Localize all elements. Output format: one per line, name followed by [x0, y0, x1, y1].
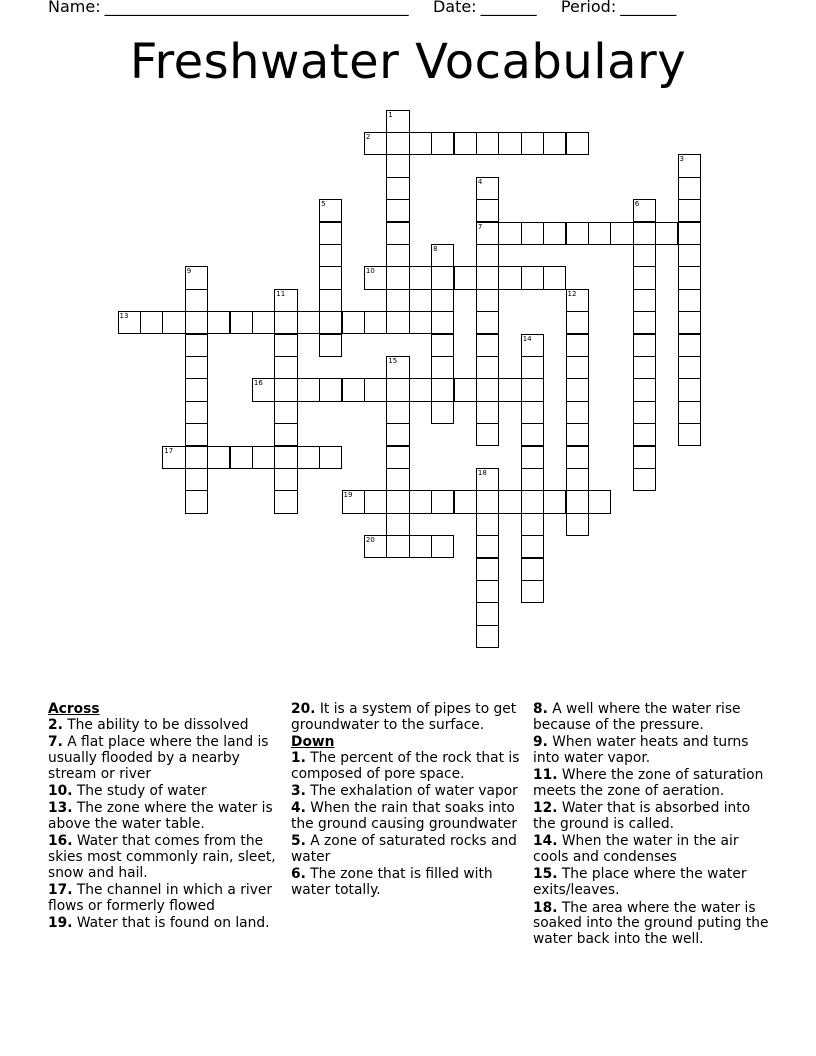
crossword-cell[interactable]: [319, 266, 342, 289]
clue-number: 20: [365, 536, 375, 545]
clue-number-label: 16.: [48, 833, 73, 850]
across-clue: [291, 702, 523, 734]
crossword-cell[interactable]: [386, 244, 409, 267]
crossword-cell[interactable]: [252, 446, 275, 469]
crossword-cell[interactable]: [431, 244, 454, 267]
clue-number: 5: [321, 200, 326, 209]
crossword-cell[interactable]: [274, 378, 297, 401]
clue-number: 11: [276, 289, 286, 298]
crossword-cell[interactable]: [431, 334, 454, 357]
crossword-cell[interactable]: [633, 266, 656, 289]
crossword-cell[interactable]: [274, 311, 297, 334]
down-clue: [291, 751, 523, 783]
crossword-cell[interactable]: [498, 222, 521, 245]
crossword-cell[interactable]: [162, 446, 185, 469]
clue-number-label: 14.: [533, 833, 558, 850]
clue-number: 7: [477, 222, 483, 231]
date-blank[interactable]: _______: [480, 0, 537, 16]
clue-number-label: 20.: [291, 701, 316, 717]
down-clue: [291, 784, 523, 800]
crossword-cell[interactable]: [566, 401, 589, 424]
crossword-cell[interactable]: [678, 222, 701, 245]
crossword-cell[interactable]: [566, 468, 589, 491]
down-heading: Down: [291, 734, 335, 751]
crossword-cell[interactable]: [252, 311, 275, 334]
crossword-cell[interactable]: [476, 513, 499, 536]
crossword-cell[interactable]: [543, 132, 566, 155]
clue-number: 15: [388, 356, 398, 365]
clue-number-label: 1.: [291, 749, 306, 766]
crossword-cell[interactable]: [386, 535, 409, 558]
crossword-cell[interactable]: [566, 513, 589, 536]
clue-number: 17: [164, 446, 174, 455]
crossword-cell[interactable]: [319, 199, 342, 222]
crossword-cell[interactable]: [678, 356, 701, 379]
crossword-cell[interactable]: [521, 378, 544, 401]
crossword-cell[interactable]: [610, 222, 633, 245]
page-title: Freshwater Vocabulary: [129, 34, 687, 90]
crossword-cell[interactable]: [678, 378, 701, 401]
date-label: Date:: [432, 0, 477, 16]
crossword-cell[interactable]: [386, 356, 409, 379]
clue-number-label: 17.: [48, 882, 73, 899]
clue-number: 1: [388, 110, 393, 119]
crossword-cell[interactable]: [454, 266, 477, 289]
crossword-cell[interactable]: [633, 334, 656, 357]
clue-number: 12: [567, 289, 577, 298]
clue-number-label: 11.: [533, 767, 558, 784]
crossword-cell[interactable]: [498, 378, 521, 401]
clue-number-label: 3.: [291, 782, 306, 799]
down-clue: [533, 867, 769, 899]
crossword-cell[interactable]: [431, 356, 454, 379]
clue-text: A zone of saturated rocks and water: [291, 833, 517, 866]
crossword-cell[interactable]: [386, 132, 409, 155]
down-clue: [291, 867, 523, 899]
down-clue: [533, 901, 769, 948]
clue-number-label: 2.: [48, 716, 63, 733]
crossword-cell[interactable]: [364, 378, 387, 401]
crossword-cell[interactable]: [431, 132, 454, 155]
clue-number-label: 15.: [533, 866, 558, 883]
crossword-cell[interactable]: [386, 311, 409, 334]
clue-number: 6: [634, 200, 640, 209]
crossword-cell[interactable]: [185, 490, 208, 513]
period-label: Period:: [560, 0, 617, 16]
crossword-cell[interactable]: [409, 378, 432, 401]
crossword-cell[interactable]: [588, 222, 611, 245]
crossword-cell[interactable]: [476, 266, 499, 289]
crossword-cell[interactable]: [566, 446, 589, 469]
crossword-cell[interactable]: [476, 535, 499, 558]
crossword-cell[interactable]: [566, 334, 589, 357]
clue-text: The zone where the water is above the water table.: [48, 800, 273, 833]
crossword-cell[interactable]: [252, 378, 275, 401]
crossword-cell[interactable]: [207, 446, 230, 469]
clue-text: The channel in which a river flows or formerly flowed: [48, 882, 273, 915]
crossword-cell[interactable]: [409, 132, 432, 155]
crossword-cell[interactable]: [431, 535, 454, 558]
down-clue: [291, 834, 523, 866]
crossword-cell[interactable]: [140, 311, 163, 334]
crossword-cell[interactable]: [162, 311, 185, 334]
crossword-cell[interactable]: [454, 490, 477, 513]
crossword-cell[interactable]: [566, 289, 589, 312]
crossword-cell[interactable]: [274, 446, 297, 469]
crossword-cell[interactable]: [431, 490, 454, 513]
clue-number: 14: [522, 334, 532, 343]
crossword-cell[interactable]: [476, 132, 499, 155]
crossword-cell[interactable]: [207, 311, 230, 334]
clue-text: Where the zone of saturation meets the zone of aeration.: [533, 767, 764, 799]
crossword-cell[interactable]: [364, 132, 387, 155]
clue-number: 19: [343, 491, 353, 500]
crossword-cell[interactable]: [185, 401, 208, 424]
crossword-cell[interactable]: [633, 222, 656, 245]
crossword-cell[interactable]: [521, 356, 544, 379]
down-clue: [533, 702, 769, 734]
crossword-cell[interactable]: [521, 423, 544, 446]
across-clue: [48, 735, 284, 782]
clue-number: 2: [365, 132, 371, 141]
crossword-cell[interactable]: [319, 446, 342, 469]
crossword-cell[interactable]: [521, 468, 544, 491]
crossword-cell[interactable]: [633, 446, 656, 469]
crossword-cell[interactable]: [498, 266, 521, 289]
crossword-cell[interactable]: [521, 513, 544, 536]
crossword-cell[interactable]: [543, 490, 566, 513]
crossword-cell[interactable]: [498, 490, 521, 513]
clue-text: The area where the water is soaked into the ground puting the water back into the well.: [533, 899, 769, 948]
crossword-cell[interactable]: [185, 266, 208, 289]
crossword-cell[interactable]: [476, 222, 499, 245]
crossword-cell[interactable]: [409, 266, 432, 289]
crossword-cell[interactable]: [185, 289, 208, 312]
crossword-cell[interactable]: [297, 378, 320, 401]
clue-number-label: 13.: [48, 800, 73, 817]
crossword-cell[interactable]: [185, 334, 208, 357]
crossword-cell[interactable]: [678, 423, 701, 446]
crossword-cell[interactable]: [633, 423, 656, 446]
crossword-cell[interactable]: [297, 311, 320, 334]
clue-number: 18: [477, 468, 487, 477]
crossword-cell[interactable]: [185, 356, 208, 379]
crossword-cell[interactable]: [633, 199, 656, 222]
down-clue: [291, 801, 523, 833]
crossword-cell[interactable]: [566, 222, 589, 245]
crossword-cell[interactable]: [476, 602, 499, 625]
crossword-cell[interactable]: [386, 222, 409, 245]
across-clue: [48, 834, 284, 881]
crossword-cell[interactable]: [431, 378, 454, 401]
crossword-cell[interactable]: [521, 580, 544, 603]
crossword-cell[interactable]: [364, 535, 387, 558]
crossword-cell[interactable]: [185, 468, 208, 491]
period-blank[interactable]: _______: [620, 0, 677, 16]
crossword-cell[interactable]: [409, 490, 432, 513]
crossword-cell[interactable]: [678, 401, 701, 424]
crossword-cell[interactable]: [476, 580, 499, 603]
clue-number-label: 10.: [48, 782, 73, 799]
crossword-cell[interactable]: [274, 289, 297, 312]
crossword-cell[interactable]: [386, 154, 409, 177]
crossword-cell[interactable]: [476, 423, 499, 446]
clue-number-label: 7.: [48, 734, 63, 751]
crossword-cell[interactable]: [409, 311, 432, 334]
clue-number: 13: [119, 312, 129, 321]
crossword-cell[interactable]: [566, 423, 589, 446]
crossword-cell[interactable]: [521, 222, 544, 245]
crossword-cell[interactable]: [543, 222, 566, 245]
crossword-cell[interactable]: [185, 446, 208, 469]
crossword-cell[interactable]: [476, 311, 499, 334]
clue-text: The ability to be dissolved: [62, 716, 249, 733]
clue-number: 10: [365, 267, 375, 276]
clue-number-label: 19.: [48, 915, 73, 932]
crossword-cell[interactable]: [476, 177, 499, 200]
crossword-cell[interactable]: [678, 154, 701, 177]
crossword-cell[interactable]: [633, 289, 656, 312]
crossword-cell[interactable]: [319, 378, 342, 401]
crossword-cell[interactable]: [274, 423, 297, 446]
name-blank[interactable]: ______________________________________: [104, 0, 409, 16]
crossword-cell[interactable]: [454, 378, 477, 401]
crossword-cell[interactable]: [521, 266, 544, 289]
crossword-cell[interactable]: [409, 535, 432, 558]
crossword-cell[interactable]: [274, 334, 297, 357]
crossword-cell[interactable]: [498, 132, 521, 155]
crossword-cell[interactable]: [431, 266, 454, 289]
crossword-cell[interactable]: [678, 199, 701, 222]
crossword-cell[interactable]: [655, 222, 678, 245]
crossword-cell[interactable]: [566, 356, 589, 379]
crossword-cell[interactable]: [476, 558, 499, 581]
down-clue: [533, 768, 769, 800]
clue-column-1: [48, 702, 284, 934]
crossword-cell[interactable]: [521, 132, 544, 155]
clue-text: A flat place where the land is usually flooded by a nearby stream or river: [48, 734, 269, 782]
clue-number: 3: [679, 155, 684, 164]
crossword-cell[interactable]: [319, 244, 342, 267]
crossword-cell[interactable]: [319, 222, 342, 245]
clue-text: The zone that is filled with water totally.: [291, 866, 493, 899]
crossword-cell[interactable]: [274, 490, 297, 513]
crossword-cell[interactable]: [431, 311, 454, 334]
clue-column-2: [291, 702, 523, 901]
crossword-cell[interactable]: [521, 490, 544, 513]
crossword-cell[interactable]: [386, 468, 409, 491]
crossword-cell[interactable]: [386, 289, 409, 312]
crossword-cell[interactable]: [386, 423, 409, 446]
crossword-cell[interactable]: [633, 356, 656, 379]
crossword-cell[interactable]: [274, 468, 297, 491]
crossword-cell[interactable]: [319, 311, 342, 334]
crossword-cell[interactable]: [274, 401, 297, 424]
clue-number-label: 6.: [291, 866, 306, 883]
clue-text: When the water in the air cools and condenses: [533, 833, 739, 866]
crossword-cell[interactable]: [454, 132, 477, 155]
crossword-cell[interactable]: [476, 244, 499, 267]
crossword-cell[interactable]: [521, 535, 544, 558]
crossword-cell[interactable]: [633, 244, 656, 267]
crossword-cell[interactable]: [386, 177, 409, 200]
clue-text: When water heats and turns into water vapor.: [533, 734, 749, 766]
crossword-cell[interactable]: [633, 401, 656, 424]
clue-text: A well where the water rise because of the pressure.: [533, 701, 741, 733]
crossword-cell[interactable]: [364, 266, 387, 289]
across-clue: [48, 784, 284, 800]
crossword-cell[interactable]: [185, 311, 208, 334]
crossword-cell[interactable]: [543, 266, 566, 289]
clue-number-label: 5.: [291, 833, 306, 850]
clue-text: Water that comes from the skies most commonly rain, sleet, snow and hail.: [48, 833, 276, 881]
crossword-cell[interactable]: [521, 334, 544, 357]
clue-number: 8: [433, 244, 438, 253]
clue-number-label: 12.: [533, 800, 558, 817]
crossword-cell[interactable]: [678, 334, 701, 357]
crossword-cell[interactable]: [566, 311, 589, 334]
crossword-cell[interactable]: [319, 334, 342, 357]
down-clue: [533, 834, 769, 866]
clue-text: It is a system of pipes to get groundwater to the surface.: [291, 701, 517, 733]
clue-text: The place where the water exits/leaves.: [533, 866, 747, 899]
crossword-cell[interactable]: [185, 378, 208, 401]
crossword-cell[interactable]: [678, 289, 701, 312]
crossword-cell[interactable]: [230, 446, 253, 469]
crossword-cell[interactable]: [297, 446, 320, 469]
crossword-cell[interactable]: [521, 558, 544, 581]
name-label: Name:: [48, 0, 101, 16]
crossword-cell[interactable]: [118, 311, 141, 334]
crossword-cell[interactable]: [521, 401, 544, 424]
crossword-cell[interactable]: [364, 311, 387, 334]
across-clue: [48, 718, 284, 734]
crossword-cell[interactable]: [476, 378, 499, 401]
clue-number-label: 9.: [533, 734, 548, 751]
crossword-cell[interactable]: [678, 311, 701, 334]
across-clue: [48, 883, 284, 915]
down-clue: [533, 801, 769, 833]
crossword-cell[interactable]: [678, 266, 701, 289]
clue-text: The study of water: [72, 782, 207, 799]
crossword-cell[interactable]: [386, 378, 409, 401]
crossword-cell[interactable]: [476, 334, 499, 357]
crossword-cell[interactable]: [386, 490, 409, 513]
crossword-cell[interactable]: [476, 356, 499, 379]
crossword-cell[interactable]: [342, 378, 365, 401]
crossword-cell[interactable]: [386, 513, 409, 536]
crossword-cell[interactable]: [633, 311, 656, 334]
clue-text: The percent of the rock that is composed of pore space.: [291, 749, 520, 782]
crossword-cell[interactable]: [521, 446, 544, 469]
crossword-cell[interactable]: [386, 266, 409, 289]
crossword-cell[interactable]: [431, 289, 454, 312]
clue-column-3: [533, 702, 769, 949]
crossword-cell[interactable]: [386, 446, 409, 469]
crossword-cell[interactable]: [588, 490, 611, 513]
crossword-cell[interactable]: [319, 289, 342, 312]
down-clue: [533, 735, 769, 767]
crossword-cell[interactable]: [342, 490, 365, 513]
clue-text: Water that is found on land.: [72, 915, 270, 932]
clue-text: The exhalation of water vapor: [305, 782, 518, 799]
clue-text: When the rain that soaks into the ground causing groundwater: [291, 800, 518, 833]
crossword-cell[interactable]: [274, 356, 297, 379]
crossword-cell[interactable]: [476, 289, 499, 312]
clue-number: 4: [477, 177, 483, 186]
crossword-cell[interactable]: [476, 468, 499, 491]
crossword-cell[interactable]: [364, 490, 387, 513]
crossword-cell[interactable]: [386, 110, 409, 133]
crossword-cell[interactable]: [633, 378, 656, 401]
crossword-cell[interactable]: [230, 311, 253, 334]
clue-number-label: 18.: [533, 899, 558, 916]
clue-text: Water that is absorbed into the ground is called.: [533, 800, 751, 833]
across-clue: [48, 916, 284, 932]
crossword-cell[interactable]: [476, 490, 499, 513]
crossword-cell[interactable]: [678, 244, 701, 267]
crossword-cell[interactable]: [342, 311, 365, 334]
clue-number: 9: [186, 267, 192, 276]
crossword-cell[interactable]: [386, 199, 409, 222]
crossword-cell[interactable]: [566, 132, 589, 155]
crossword-cell[interactable]: [476, 625, 499, 648]
crossword-cell[interactable]: [386, 401, 409, 424]
clue-number-label: 8.: [533, 701, 548, 717]
across-clue: [48, 801, 284, 833]
across-heading: Across: [48, 701, 100, 717]
crossword-cell[interactable]: [476, 199, 499, 222]
crossword-cell[interactable]: [185, 423, 208, 446]
crossword-cell[interactable]: [476, 401, 499, 424]
crossword-cell[interactable]: [566, 490, 589, 513]
clue-number: 16: [253, 379, 263, 388]
crossword-cell[interactable]: [566, 378, 589, 401]
crossword-cell[interactable]: [633, 468, 656, 491]
crossword-cell[interactable]: [431, 401, 454, 424]
clue-number-label: 4.: [291, 800, 306, 817]
crossword-cell[interactable]: [678, 177, 701, 200]
